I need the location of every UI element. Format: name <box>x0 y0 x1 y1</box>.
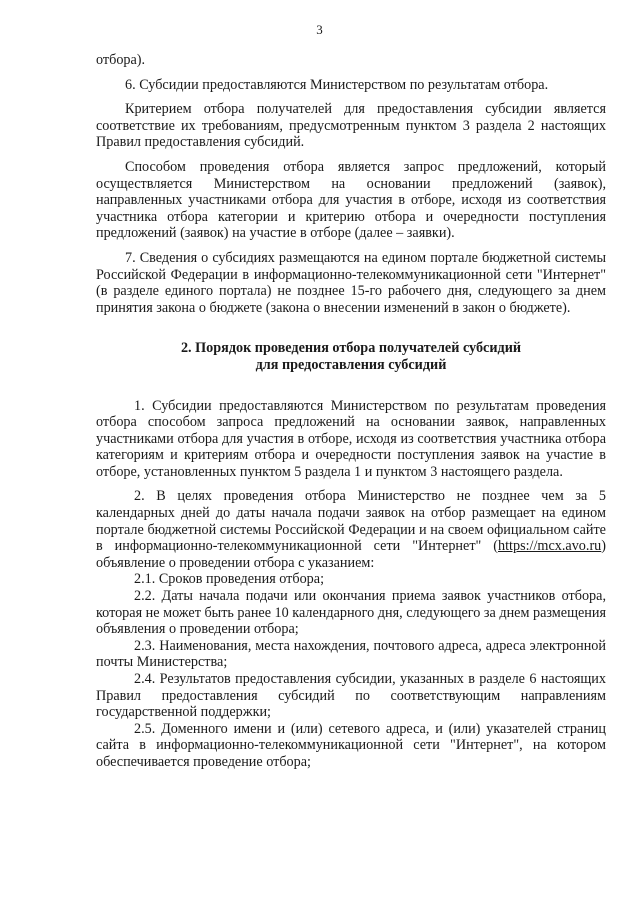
paragraph-continuation: отбора). <box>96 52 146 68</box>
paragraph-item-2-2: 2.2. Даты начала подачи или окончания приема заявок участников отбора, которая не может быть ранее 10 календарного дня, следующего за днем размещения объявления о проведении отбора; <box>96 588 606 638</box>
paragraph-item-2-1: 2.1. Сроков проведения отбора; <box>134 571 325 588</box>
paragraph-item-7: 7. Сведения о субсидиях размещаются на едином портале бюджетной системы Российской Федерации в информационно-телекоммуникационной сети "Интернет" (в разделе единого портала) не позднее 15-го рабочего дня, следующего за днем принятия закона о бюджете (закона о внесении изменений в закон о бюджете). <box>96 249 606 316</box>
paragraph-item-6: 6. Субсидии предоставляются Министерством по результатам отбора. <box>125 76 549 93</box>
paragraph-item-2-3: 2.3. Наименования, места нахождения, почтового адреса, адреса электронной почты Министерства; <box>96 637 606 671</box>
paragraph-section2-item-2 <box>96 488 606 571</box>
ministry-website-link[interactable]: https://mcx.avo.ru <box>498 538 602 555</box>
paragraph-section2-item-1: 1. Субсидии предоставляются Министерством по результатам проведения отбора способом запроса предложений на основании заявок, направленных участниками отбора для участия в отборе, исходя из соответствия участника отбора категориям и критериям отбора и очередности поступления заявок на участие в отборе, установленных пунктом 5 раздела 1 и пунктом 3 настоящего раздела. <box>96 397 606 480</box>
paragraph-item-2-5: 2.5. Доменного имени и (или) сетевого адреса, и (или) указателей страниц сайта в информационно-телекоммуникационной сети "Интернет", на котором обеспечивается проведение отбора; <box>96 720 606 770</box>
paragraph-selection-criterion: Критерием отбора получателей для предоставления субсидии является соответствие их требованиям, предусмотренным пунктом 3 раздела 2 настоящих Правил предоставления субсидий. <box>96 101 606 151</box>
section-heading-line-1: 2. Порядок проведения отбора получателей субсидий <box>180 340 522 357</box>
paragraph-item-2-4: 2.4. Результатов предоставления субсидии, указанных в разделе 6 настоящих Правил предоставления субсидий по соответствующим направлениям государственной поддержки; <box>96 671 606 721</box>
paragraph-selection-method: Способом проведения отбора является запрос предложений, который осуществляется Министерством на основании предложений (заявок), направленных участниками отбора для участия в отборе, исходя из соответствия участника отбора категории и критерию отбора и очередности поступления предложений (заявок) на участие в отборе (далее – заявки). <box>96 158 606 242</box>
document-body <box>96 52 606 771</box>
section-heading-line-2: для предоставления субсидий <box>255 356 447 373</box>
section-heading <box>96 340 606 373</box>
item-2-text-before-link: 2. В целях проведения отбора Министерство не позднее чем за 5 календарных дней до даты начала подачи заявок на отбор размещает на едином портале бюджетной системы Российской Федерации и на своем официальном сайте в информационно-телекоммуникационной сети "Интернет" ( <box>96 488 606 555</box>
item-2-text-after-link: ) объявление о проведении отбора с указанием: <box>96 538 606 571</box>
page-number: 3 <box>316 22 323 37</box>
